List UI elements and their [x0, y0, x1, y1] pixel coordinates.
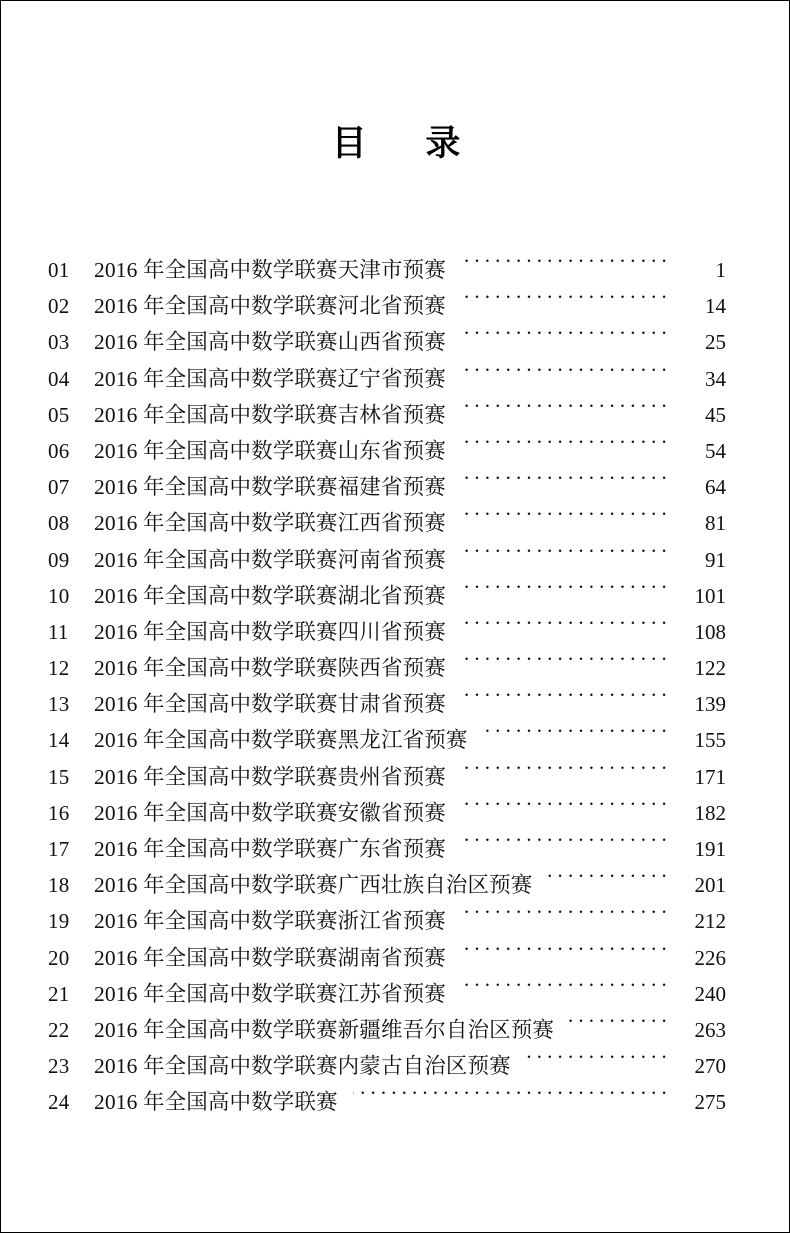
toc-dot-leader: [461, 690, 671, 711]
toc-entry-title[interactable]: 2016 年全国高中数学联赛河北省预赛: [94, 294, 446, 319]
toc-entry-page-number: 263: [694, 1017, 726, 1042]
toc-entry-title[interactable]: 2016 年全国高中数学联赛四川省预赛: [94, 619, 446, 644]
toc-entry[interactable]: [48, 1013, 726, 1049]
toc-entry[interactable]: [48, 506, 726, 542]
toc-entry[interactable]: [48, 615, 726, 651]
toc-dot-leader: [461, 546, 671, 567]
toc-entry-page-number: 91: [705, 547, 726, 572]
toc-entry-number: 17: [48, 837, 70, 861]
toc-entry[interactable]: [48, 1085, 726, 1121]
toc-entry-page-number: 81: [705, 511, 726, 536]
toc-entry-number: 07: [48, 475, 70, 500]
toc-entry-title[interactable]: 2016 年全国高中数学联赛湖北省预赛: [94, 583, 446, 608]
toc-entry[interactable]: [48, 651, 726, 687]
toc-entry-number: 12: [48, 656, 70, 681]
toc-dot-leader: [461, 654, 671, 675]
toc-dot-leader: [461, 473, 671, 494]
toc-entry-page-number: 155: [694, 728, 726, 753]
toc-entry-number: 09: [48, 547, 70, 572]
toc-entry-number: 16: [48, 800, 70, 825]
toc-dot-leader: [461, 256, 671, 277]
toc-entry-title[interactable]: 2016 年全国高中数学联赛黑龙江省预赛: [94, 728, 468, 753]
toc-dot-leader: [461, 292, 671, 313]
toc-entry-title[interactable]: 2016 年全国高中数学联赛山东省预赛: [94, 438, 446, 463]
toc-entry[interactable]: [48, 434, 726, 470]
toc-dot-leader: [461, 799, 671, 820]
toc-dot-leader: [353, 1088, 671, 1109]
toc-entry[interactable]: [48, 977, 726, 1013]
toc-entry-title[interactable]: 2016 年全国高中数学联赛江西省预赛: [94, 511, 446, 536]
toc-entry-number: 14: [48, 728, 70, 753]
toc-entry-title[interactable]: 2016 年全国高中数学联赛吉林省预赛: [94, 402, 446, 427]
toc-entry-number: 15: [48, 764, 70, 789]
toc-entry-page-number: 201: [694, 873, 726, 898]
toc-entry-page-number: 122: [694, 656, 726, 681]
toc-dot-leader: [461, 328, 671, 349]
toc-dot-leader: [569, 1016, 671, 1037]
toc-entry-number: 21: [48, 981, 70, 1006]
toc-entry-page-number: 54: [705, 438, 726, 463]
toc-entry[interactable]: [48, 470, 726, 506]
toc-dot-leader: [461, 618, 671, 639]
toc-entry-page-number: 45: [705, 402, 726, 427]
toc-entry-title[interactable]: 2016 年全国高中数学联赛辽宁省预赛: [94, 366, 446, 391]
toc-dot-leader: [461, 763, 671, 784]
toc-entry-title[interactable]: 2016 年全国高中数学联赛: [94, 1090, 338, 1115]
toc-entry[interactable]: [48, 760, 726, 796]
toc-dot-leader: [461, 401, 671, 422]
toc-entry-title[interactable]: 2016 年全国高中数学联赛甘肃省预赛: [94, 692, 446, 717]
toc-dot-leader: [547, 871, 671, 892]
toc-entry-page-number: 226: [694, 945, 726, 970]
toc-dot-leader: [482, 726, 671, 747]
toc-entry-page-number: 139: [694, 692, 726, 717]
toc-entry-page-number: 101: [694, 583, 726, 608]
toc-entry[interactable]: [48, 579, 726, 615]
toc-entry-number: 23: [48, 1054, 70, 1079]
toc-dot-leader: [461, 437, 671, 458]
toc-entry-page-number: 275: [694, 1090, 726, 1115]
toc-entry-number: 03: [48, 330, 70, 355]
toc-entry-title[interactable]: 2016 年全国高中数学联赛山西省预赛: [94, 330, 446, 355]
toc-dot-leader: [461, 980, 671, 1001]
toc-entry-title[interactable]: 2016 年全国高中数学联赛广西壮族自治区预赛: [94, 873, 533, 898]
toc-entry-title[interactable]: 2016 年全国高中数学联赛广东省预赛: [94, 837, 446, 861]
toc-entry-number: 18: [48, 873, 70, 898]
toc-entry-number: 24: [48, 1090, 70, 1115]
toc-entry[interactable]: [48, 796, 726, 832]
toc-entry-number: 04: [48, 366, 70, 391]
toc-entry-title[interactable]: 2016 年全国高中数学联赛内蒙古自治区预赛: [94, 1054, 511, 1079]
toc-entry-title[interactable]: 2016 年全国高中数学联赛新疆维吾尔自治区预赛: [94, 1017, 554, 1042]
toc-entry-page-number: 240: [694, 981, 726, 1006]
toc-entry-page-number: 25: [705, 330, 726, 355]
toc-dot-leader: [461, 835, 671, 856]
toc-entry[interactable]: [48, 325, 726, 361]
toc-entry-title[interactable]: 2016 年全国高中数学联赛陕西省预赛: [94, 656, 446, 681]
toc-entry[interactable]: [48, 832, 726, 868]
toc-entry-number: 11: [48, 619, 69, 644]
toc-entry-number: 01: [48, 258, 70, 282]
toc-dot-leader: [461, 365, 671, 386]
toc-entry-number: 19: [48, 909, 70, 934]
toc-entry-title[interactable]: 2016 年全国高中数学联赛福建省预赛: [94, 475, 446, 500]
toc-entry-title[interactable]: 2016 年全国高中数学联赛浙江省预赛: [94, 909, 446, 934]
toc-entry-page-number: 14: [705, 294, 726, 319]
table-of-contents-list: [48, 253, 726, 1122]
toc-entry-title[interactable]: 2016 年全国高中数学联赛天津市预赛: [94, 258, 446, 282]
toc-dot-leader: [461, 907, 671, 928]
toc-entry-page-number: 270: [694, 1054, 726, 1079]
toc-entry-title[interactable]: 2016 年全国高中数学联赛贵州省预赛: [94, 764, 446, 789]
toc-entry[interactable]: [48, 687, 726, 723]
toc-entry-number: 08: [48, 511, 70, 536]
toc-entry[interactable]: [48, 1049, 726, 1085]
toc-entry-number: 20: [48, 945, 70, 970]
toc-entry[interactable]: [48, 289, 726, 325]
toc-entry-page-number: 64: [705, 475, 726, 500]
toc-entry[interactable]: [48, 941, 726, 977]
toc-entry-page-number: 212: [694, 909, 726, 934]
page-title: 目 录: [331, 124, 473, 164]
toc-entry-number: 02: [48, 294, 70, 319]
toc-entry[interactable]: [48, 543, 726, 579]
toc-entry-page-number: 191: [694, 837, 726, 861]
toc-entry-title[interactable]: 2016 年全国高中数学联赛湖南省预赛: [94, 945, 446, 970]
toc-entry-number: 22: [48, 1017, 70, 1042]
toc-entry[interactable]: [48, 904, 726, 940]
toc-entry-number: 05: [48, 402, 70, 427]
toc-entry-number: 13: [48, 692, 70, 717]
toc-entry-number: 10: [48, 583, 70, 608]
toc-dot-leader: [461, 582, 671, 603]
toc-entry-page-number: 1: [715, 258, 726, 282]
toc-entry-title[interactable]: 2016 年全国高中数学联赛安徽省预赛: [94, 800, 446, 825]
toc-entry[interactable]: [48, 362, 726, 398]
toc-entry[interactable]: [48, 398, 726, 434]
toc-entry-page-number: 108: [694, 619, 726, 644]
toc-entry-page-number: 171: [694, 764, 726, 789]
toc-entry[interactable]: [48, 868, 726, 904]
toc-dot-leader: [526, 1052, 671, 1073]
toc-entry-page-number: 34: [705, 366, 726, 391]
toc-dot-leader: [461, 509, 671, 530]
toc-entry-title[interactable]: 2016 年全国高中数学联赛江苏省预赛: [94, 981, 446, 1006]
toc-entry-number: 06: [48, 438, 70, 463]
toc-entry-title[interactable]: 2016 年全国高中数学联赛河南省预赛: [94, 547, 446, 572]
toc-dot-leader: [461, 944, 671, 965]
toc-entry[interactable]: [48, 723, 726, 759]
toc-entry[interactable]: [48, 253, 726, 289]
toc-entry-page-number: 182: [694, 800, 726, 825]
